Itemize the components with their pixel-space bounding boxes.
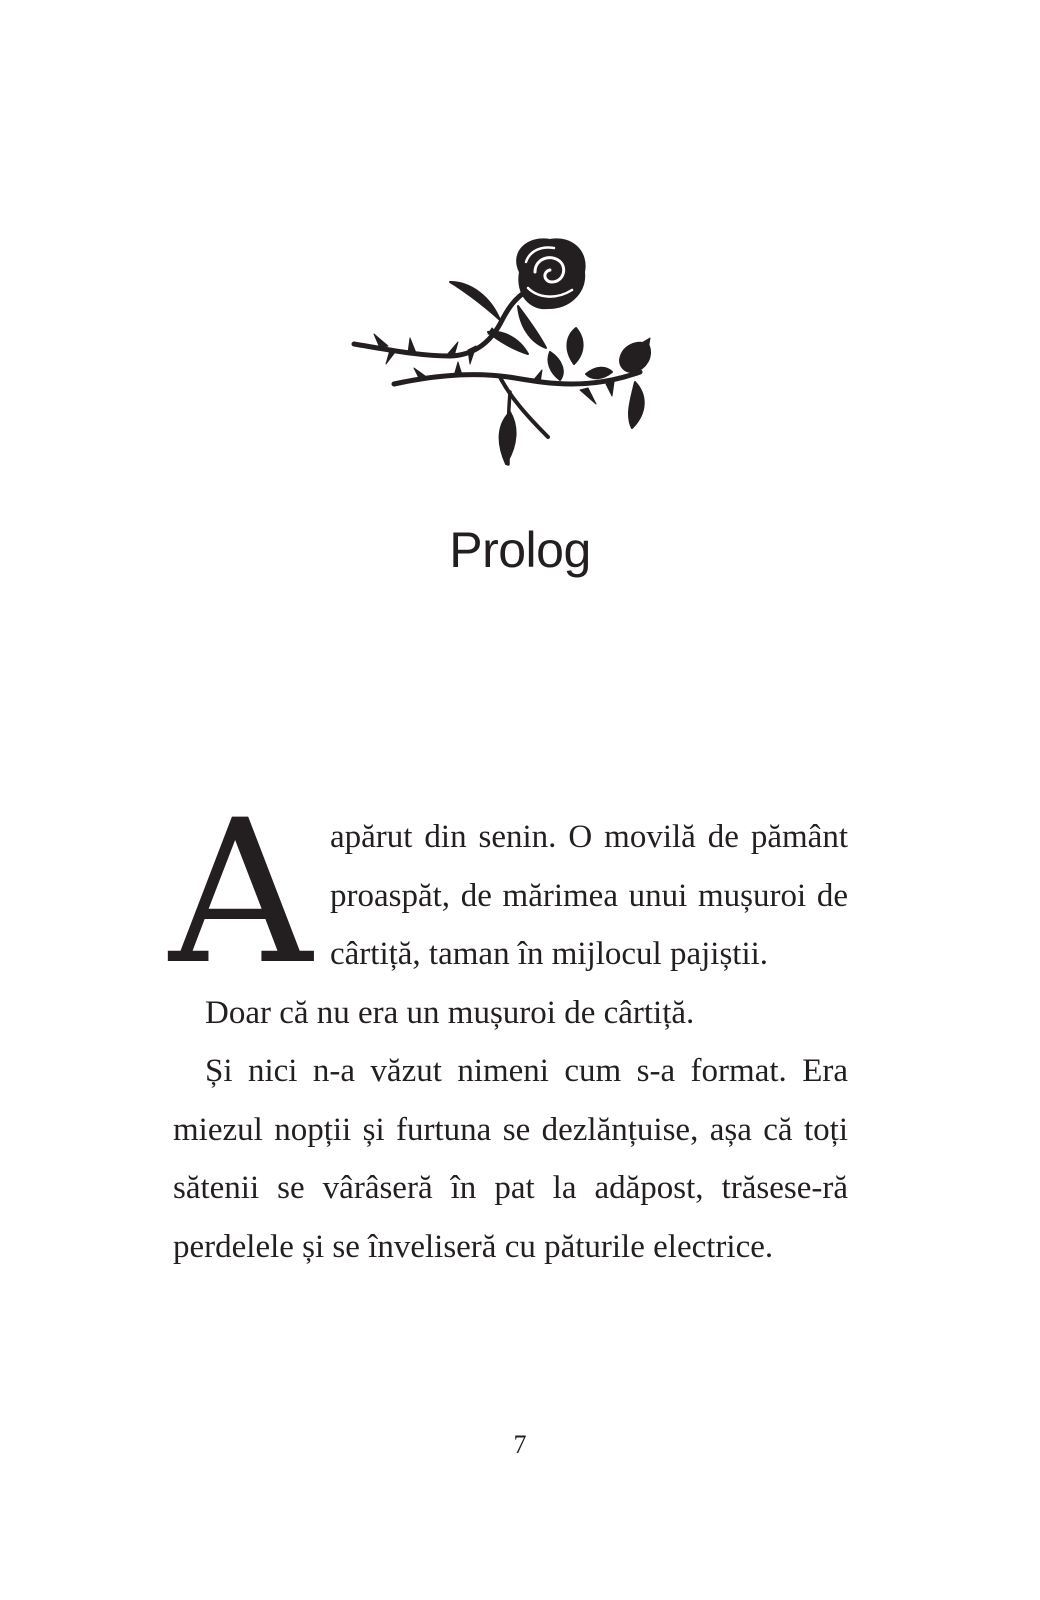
paragraph-1-text: apărut din senin. O movilă de pământ proaspăt, de mărimea unui mușuroi de cârtiță, taman în mijlocul pajiștii.	[330, 819, 848, 972]
chapter-title: Prolog	[449, 522, 591, 578]
body-text	[169, 777, 848, 1276]
drop-cap: A	[169, 777, 312, 1008]
first-paragraph	[169, 777, 848, 1008]
page-number: 7	[513, 1430, 527, 1459]
rose-branch-icon	[350, 232, 660, 477]
paragraph-2: Doar că nu era un mușuroi de cârtiță.	[205, 994, 695, 1031]
paragraph-3: Și nici n-a văzut nimeni cum s-a format. Era miezul nopții și furtuna se dezlănțuise, așa că toți sătenii se vârâseră în pat la adăpost, trăsese-ră perdelele și se înveliseră cu păturile electrice.	[173, 1053, 848, 1265]
